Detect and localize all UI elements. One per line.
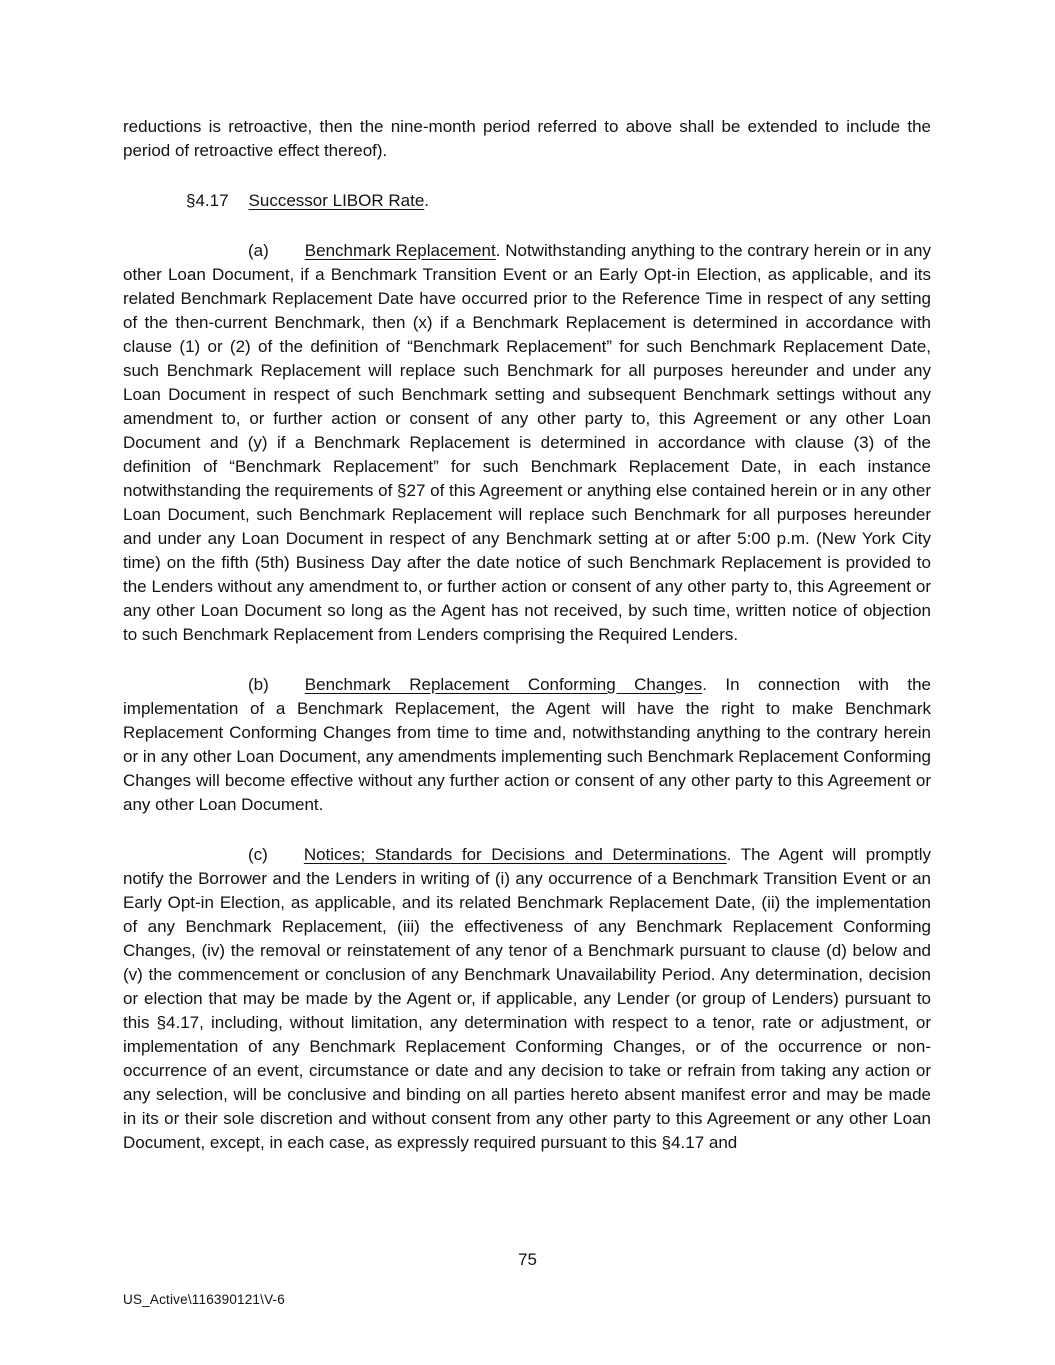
- section-title: Successor LIBOR Rate: [248, 191, 425, 210]
- paragraph-c-body: . The Agent will promptly notify the Borrower and the Lenders in writing of (i) any occurrence of a Benchmark Transition Event or an Early Opt-in Election, as applicable, and its related Benchmark Replacement Date, (ii) the implementation of any Benchmark Replacement, (iii) the effectiveness of any Benchmark Replacement Conforming Changes, (iv) the removal or reinstatement of any tenor of a Benchmark pursuant to clause (d) below and (v) the commencement or conclusion of any Benchmark Unavailability Period. Any determination, decision or election that may be made by the Agent or, if applicable, any Lender (or group of Lenders) pursuant to this §4.17, including, without limitation, any determination with respect to a tenor, rate or adjustment, or implementation of any Benchmark Replacement Conforming Changes, or of the occurrence or non-occurrence of an event, circumstance or date and any decision to take or refrain from taking any action or any selection, will be conclusive and binding on all parties hereto absent manifest error and may be made in its or their sole discretion and without consent from any other party to this Agreement or any other Loan Document, except, in each case, as expressly required pursuant to this §4.17 and: [123, 845, 931, 1152]
- intro-text: reductions is retroactive, then the nine-month period referred to above shall be extended to include the period of retroactive effect thereof).: [123, 117, 931, 160]
- text-block: [123, 115, 931, 1155]
- paragraph-a: [123, 239, 931, 647]
- paragraph-b: [123, 673, 931, 817]
- section-title-period: .: [424, 191, 430, 210]
- paragraph-b-body: . In connection with the implementation of a Benchmark Replacement, the Agent will have the right to make Benchmark Replacement Conforming Changes from time to time and, notwithstanding anything to the contrary herein or in any other Loan Document, any amendments implementing such Benchmark Replacement Conforming Changes will become effective without any further action or consent of any other party to this Agreement or any other Loan Document.: [123, 675, 931, 814]
- page-number: 75: [518, 1250, 537, 1269]
- intro-paragraph: [123, 115, 931, 163]
- paragraph-c: [123, 843, 931, 1155]
- document-id: US_Active\116390121\V-6: [123, 1292, 285, 1307]
- paragraph-a-label: (a): [248, 241, 269, 260]
- paragraph-a-body: . Notwithstanding anything to the contrary herein or in any other Loan Document, if a Benchmark Transition Event or an Early Opt-in Election, as applicable, and its related Benchmark Replacement Date have occurred prior to the Reference Time in respect of any setting of the then-current Benchmark, then (x) if a Benchmark Replacement is determined in accordance with clause (1) or (2) of the definition of “Benchmark Replacement” for such Benchmark Replacement Date, such Benchmark Replacement will replace such Benchmark for all purposes hereunder and under any Loan Document in respect of such Benchmark setting and subsequent Benchmark settings without any amendment to, or further action or consent of any other party to, this Agreement or any other Loan Document and (y) if a Benchmark Replacement is determined in accordance with clause (3) of the definition of “Benchmark Replacement” for such Benchmark Replacement Date, in each instance notwithstanding the requirements of §27 of this Agreement or anything else contained herein or in any other Loan Document, such Benchmark Replacement will replace such Benchmark for all purposes hereunder and under any Loan Document in respect of any Benchmark setting at or after 5:00 p.m. (New York City time) on the fifth (5th) Business Day after the date notice of such Benchmark Replacement is provided to the Lenders without any amendment to, or further action or consent of any other party to, this Agreement or any other Loan Document so long as the Agent has not received, by such time, written notice of objection to such Benchmark Replacement from Lenders comprising the Required Lenders.: [123, 241, 932, 644]
- paragraph-a-heading: Benchmark Replacement: [304, 241, 496, 260]
- paragraph-c-heading: Notices; Standards for Decisions and Determinations: [303, 845, 727, 864]
- paragraph-b-label: (b): [248, 675, 269, 694]
- paragraph-c-label: (c): [248, 845, 268, 864]
- paragraph-b-heading: Benchmark Replacement Conforming Changes: [304, 675, 703, 694]
- section-number: §4.17: [186, 191, 229, 210]
- section-heading: [123, 189, 931, 213]
